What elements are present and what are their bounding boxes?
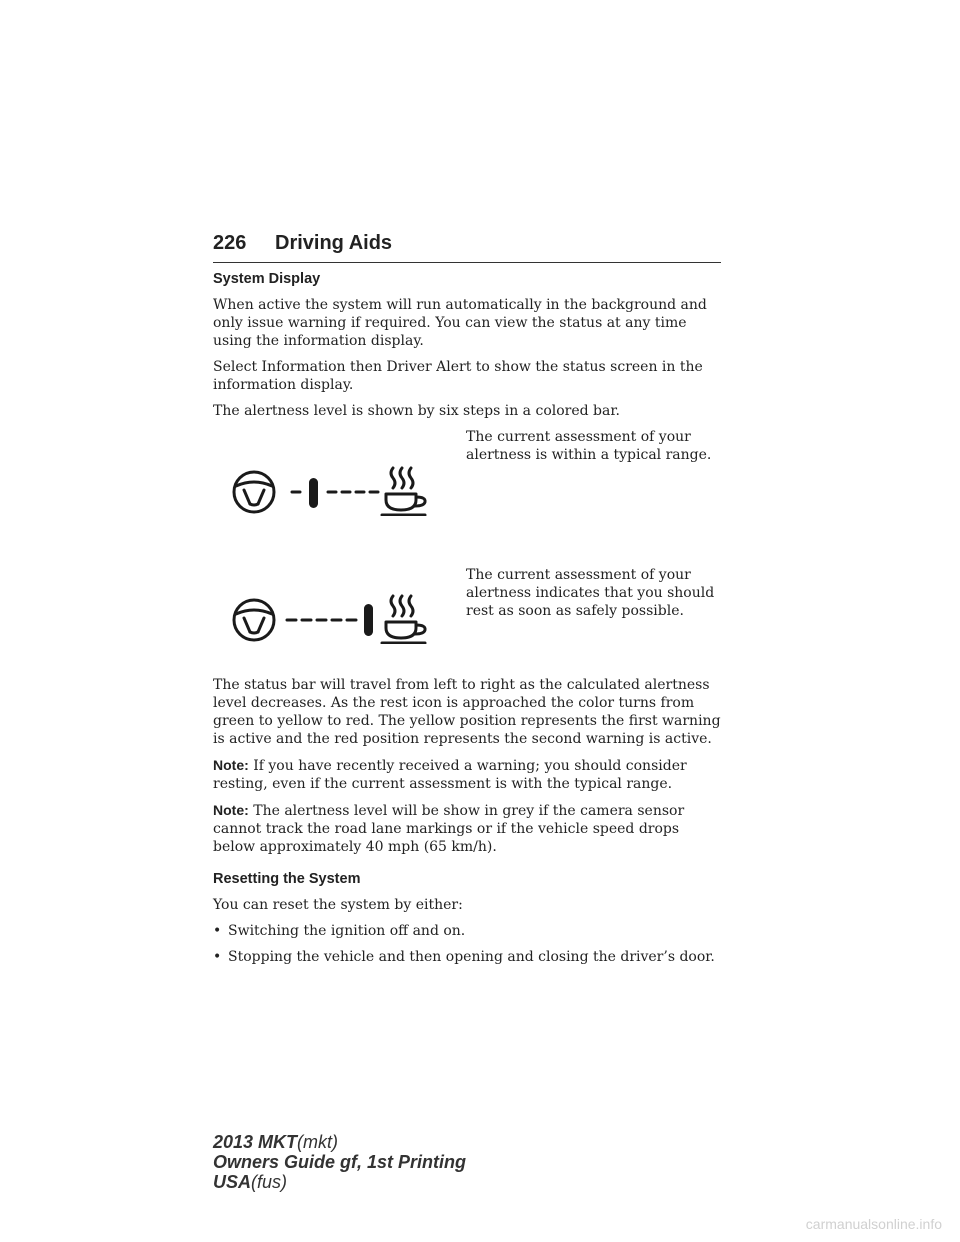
alertness-marker	[364, 604, 373, 636]
status-bar-paragraph: The status bar will travel from left to right as the calculated alertness level decreases. As the rest icon is approached the color turns from green to yellow to red. The yellow position represents the first warning is active and the red position represents the second warning is active.	[213, 677, 721, 747]
note-2	[213, 801, 723, 856]
alertness-steps-paragraph: The alertness level is shown by six steps in a colored bar.	[213, 403, 620, 419]
alertness-marker	[309, 478, 318, 508]
system-display-heading: System Display	[213, 271, 321, 287]
section-title: Driving Aids	[275, 232, 393, 254]
alert-figure-rest	[213, 566, 723, 676]
list-item-text: Stopping the vehicle and then opening and closing the driver’s door.	[228, 949, 715, 965]
select-info-paragraph: Select Information then Driver Alert to show the status screen in the information display.	[213, 359, 703, 393]
caption-rest: The current assessment of your alertness indicates that you should rest as soon as safely possible.	[466, 567, 715, 619]
footer-line-1	[213, 1132, 466, 1152]
intro-paragraph: When active the system will run automatically in the background and only issue warning if required. You can view the status at any time using the information display.	[213, 297, 707, 349]
caption-typical: The current assessment of your alertness is within a typical range.	[466, 429, 712, 463]
driver-alert-rest-icon	[230, 584, 435, 644]
note-label: Note:	[213, 802, 249, 818]
note-text: If you have recently received a warning; you should consider resting, even if the current assessment is with the typical range.	[213, 758, 687, 792]
watermark: carmanualsonline.info	[805, 1216, 942, 1232]
footer-line-2: Owners Guide gf, 1st Printing	[213, 1152, 467, 1172]
page-header	[213, 232, 721, 263]
footer-model-code: (mkt)	[297, 1132, 339, 1152]
bullet: •	[213, 923, 222, 939]
bullet: •	[213, 949, 222, 965]
resetting-heading: Resetting the System	[213, 871, 361, 887]
footer-market-code: (fus)	[251, 1172, 288, 1192]
list-item	[213, 948, 723, 966]
page-number: 226	[213, 232, 247, 254]
coffee-cup-icon	[382, 468, 425, 515]
footer-line-3	[213, 1172, 466, 1192]
driver-alert-typical-icon	[230, 456, 435, 516]
resetting-list	[213, 922, 723, 966]
footer-market: USA	[213, 1172, 252, 1192]
resetting-intro: You can reset the system by either:	[213, 897, 463, 913]
page-footer	[213, 1132, 466, 1192]
list-item-text: Switching the ignition off and on.	[228, 923, 466, 939]
note-1	[213, 756, 723, 793]
alert-figure-typical	[213, 428, 723, 566]
note-text: The alertness level will be show in grey if the camera sensor cannot track the road lane markings or if the vehicle speed drops below approximately 40 mph (65 km/h).	[213, 803, 685, 855]
list-item	[213, 922, 723, 940]
coffee-cup-icon	[382, 596, 425, 643]
footer-model: 2013 MKT	[213, 1132, 298, 1152]
page-content	[213, 270, 723, 974]
note-label: Note:	[213, 757, 249, 773]
